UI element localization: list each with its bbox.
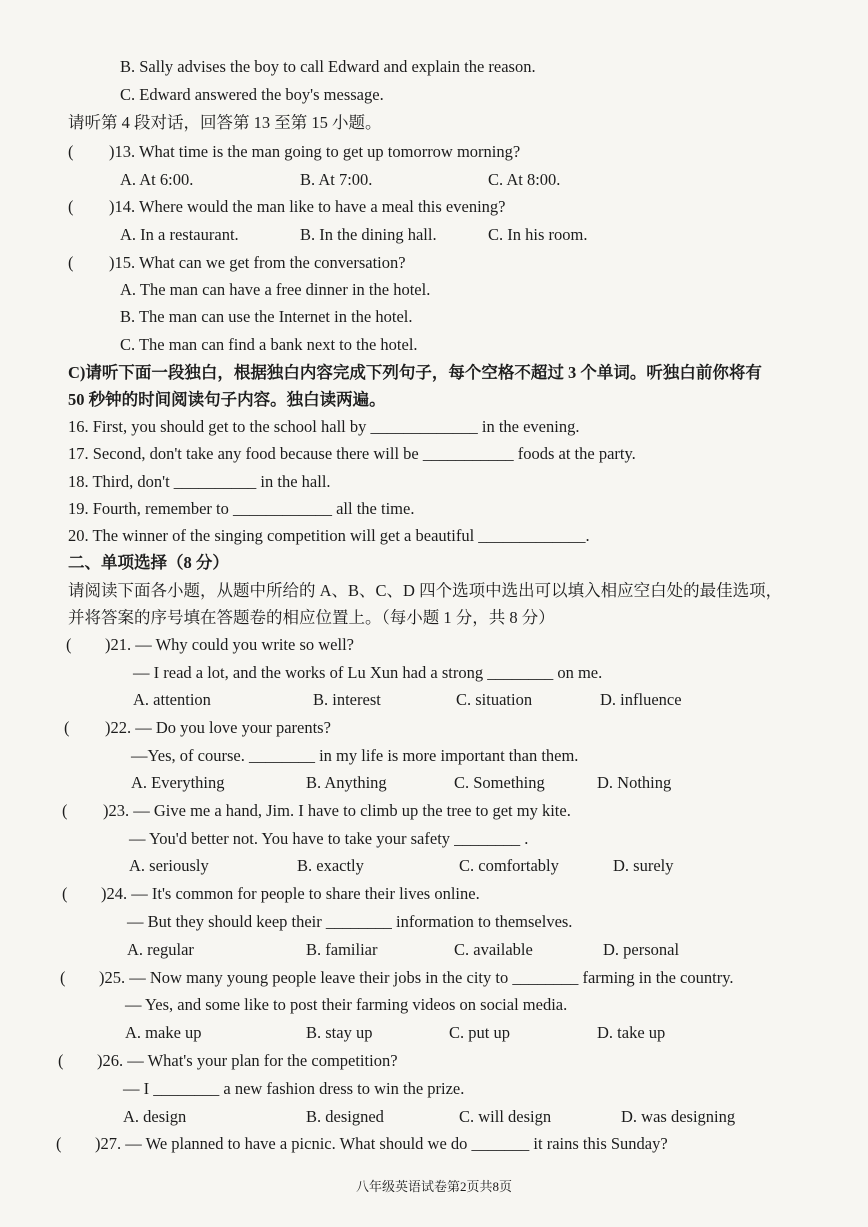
question-25-reply: — Yes, and some like to post their farming videos on social media. (125, 995, 568, 1014)
fill-blank-20: 20. The winner of the singing competition will get a beautiful _____________. (68, 526, 590, 545)
option-a: A. design (123, 1107, 187, 1126)
question-13: )13. What time is the man going to get up tomorrow morning? (109, 142, 521, 161)
option-c: C. Something (454, 773, 545, 792)
option-b: B. Anything (306, 773, 387, 792)
instruction-line: 并将答案的序号填在答题卷的相应位置上。（每小题 1 分，共 8 分） (68, 608, 555, 627)
page-footer: 八年级英语试卷第2页共8页 (355, 1179, 512, 1194)
question-24-reply: — But they should keep their ________ information to themselves. (127, 912, 573, 931)
answer-paren: ( (68, 197, 74, 216)
option-a: A. Everything (131, 773, 225, 792)
question-26-reply: — I ________ a new fashion dress to win the prize. (123, 1079, 465, 1098)
option-d: D. Nothing (597, 773, 672, 792)
answer-paren: ( (56, 1134, 62, 1153)
option-c: C. will design (459, 1107, 552, 1126)
section-heading: 二、单项选择（8 分） (68, 553, 229, 572)
option-line: C. Edward answered the boy's message. (120, 85, 384, 104)
answer-paren: ( (60, 968, 66, 987)
section-c-instruction: C)请听下面一段独白，根据独白内容完成下列句子，每个空格不超过 3 个单词。听独白前你将有 (68, 363, 762, 382)
question-27: )27. — We planned to have a picnic. What should we do _______ it rains this Sunday? (95, 1134, 668, 1153)
option-d: D. surely (613, 856, 674, 875)
option-c: C. put up (449, 1023, 510, 1042)
option-b: B. designed (306, 1107, 384, 1126)
option-a: A. The man can have a free dinner in the hotel. (120, 280, 431, 299)
instruction-line: 请阅读下面各小题，从题中所给的 A、B、C、D 四个选项中选出可以填入相应空白处的最佳选项， (68, 581, 783, 600)
answer-paren: ( (68, 142, 74, 161)
option-b: B. interest (313, 690, 381, 709)
question-25: )25. — Now many young people leave their jobs in the city to ________ farming in the country. (99, 968, 734, 987)
question-23: )23. — Give me a hand, Jim. I have to climb up the tree to get my kite. (103, 801, 571, 820)
option-line: B. Sally advises the boy to call Edward and explain the reason. (120, 57, 536, 76)
answer-paren: ( (62, 801, 68, 820)
option-d: D. personal (603, 940, 680, 959)
option-b: B. exactly (297, 856, 364, 875)
section-c-instruction: 50 秒钟的时间阅读句子内容。独白读两遍。 (68, 390, 386, 409)
question-24: )24. — It's common for people to share their lives online. (101, 884, 480, 903)
option-b: B. stay up (306, 1023, 373, 1042)
option-a: A. attention (133, 690, 211, 709)
option-d: D. take up (597, 1023, 666, 1042)
answer-paren: ( (68, 253, 74, 272)
question-22-reply: —Yes, of course. ________ in my life is more important than them. (131, 746, 579, 765)
fill-blank-16: 16. First, you should get to the school hall by _____________ in the evening. (68, 417, 580, 436)
option-c: C. comfortably (459, 856, 559, 875)
answer-paren: ( (64, 718, 70, 737)
option-d: D. influence (600, 690, 682, 709)
option-a: A. regular (127, 940, 194, 959)
answer-paren: ( (62, 884, 68, 903)
question-14: )14. Where would the man like to have a meal this evening? (109, 197, 506, 216)
option-c: C. available (454, 940, 533, 959)
question-15: )15. What can we get from the conversation? (109, 253, 406, 272)
option-a: A. At 6:00. (120, 170, 194, 189)
instruction-line: 请听第 4 段对话，回答第 13 至第 15 小题。 (68, 113, 382, 132)
question-22: )22. — Do you love your parents? (105, 718, 331, 737)
option-c: C. situation (456, 690, 533, 709)
option-c: C. In his room. (488, 225, 588, 244)
option-a: A. seriously (129, 856, 209, 875)
option-b: B. The man can use the Internet in the hotel. (120, 307, 413, 326)
option-c: C. At 8:00. (488, 170, 561, 189)
option-b: B. In the dining hall. (300, 225, 437, 244)
option-d: D. was designing (621, 1107, 736, 1126)
option-b: B. familiar (306, 940, 378, 959)
fill-blank-19: 19. Fourth, remember to ____________ all the time. (68, 499, 415, 518)
question-21-reply: — I read a lot, and the works of Lu Xun had a strong ________ on me. (133, 663, 603, 682)
question-21: )21. — Why could you write so well? (105, 635, 354, 654)
answer-paren: ( (66, 635, 72, 654)
fill-blank-18: 18. Third, don't __________ in the hall. (68, 472, 331, 491)
fill-blank-17: 17. Second, don't take any food because there will be ___________ foods at the party. (68, 444, 636, 463)
option-b: B. At 7:00. (300, 170, 373, 189)
option-c: C. The man can find a bank next to the hotel. (120, 335, 418, 354)
option-a: A. In a restaurant. (120, 225, 239, 244)
answer-paren: ( (58, 1051, 64, 1070)
question-23-reply: — You'd better not. You have to take your safety ________ . (129, 829, 529, 848)
option-a: A. make up (125, 1023, 202, 1042)
question-26: )26. — What's your plan for the competition? (97, 1051, 398, 1070)
